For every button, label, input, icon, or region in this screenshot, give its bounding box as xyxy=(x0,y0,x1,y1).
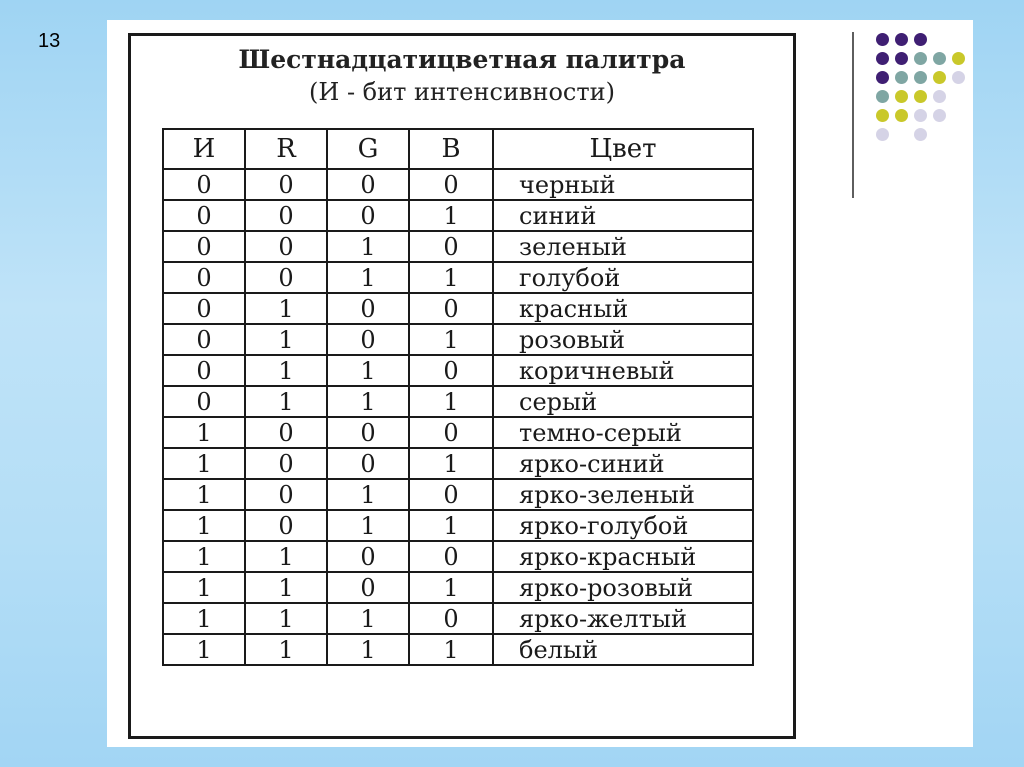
cell-blue: 1 xyxy=(409,634,493,665)
table-header-row xyxy=(163,129,753,169)
table-row xyxy=(163,324,753,355)
table-row xyxy=(163,200,753,231)
cell-color-name: ярко-красный xyxy=(493,541,753,572)
cell-green: 0 xyxy=(327,541,409,572)
decorative-dot xyxy=(895,33,908,46)
cell-intensity: 0 xyxy=(163,386,245,417)
cell-green: 1 xyxy=(327,479,409,510)
cell-color-name: ярко-желтый xyxy=(493,603,753,634)
cell-green: 1 xyxy=(327,510,409,541)
cell-green: 0 xyxy=(327,572,409,603)
cell-intensity: 0 xyxy=(163,262,245,293)
cell-color-name: белый xyxy=(493,634,753,665)
cell-green: 1 xyxy=(327,603,409,634)
cell-intensity: 1 xyxy=(163,510,245,541)
decorative-dot xyxy=(914,128,927,141)
header-blue: B xyxy=(409,129,493,169)
cell-intensity: 1 xyxy=(163,634,245,665)
cell-red: 0 xyxy=(245,417,327,448)
cell-color-name: серый xyxy=(493,386,753,417)
cell-intensity: 0 xyxy=(163,355,245,386)
cell-red: 1 xyxy=(245,293,327,324)
header-green: G xyxy=(327,129,409,169)
cell-color-name: ярко-голубой xyxy=(493,510,753,541)
cell-green: 1 xyxy=(327,634,409,665)
decorative-dot xyxy=(895,90,908,103)
cell-color-name: розовый xyxy=(493,324,753,355)
cell-blue: 1 xyxy=(409,200,493,231)
table-row xyxy=(163,448,753,479)
cell-red: 0 xyxy=(245,231,327,262)
decorative-dot xyxy=(914,109,927,122)
decorative-dot xyxy=(952,52,965,65)
decorative-dot xyxy=(876,33,889,46)
cell-blue: 1 xyxy=(409,572,493,603)
header-color: Цвет xyxy=(493,129,753,169)
cell-intensity: 0 xyxy=(163,324,245,355)
cell-green: 1 xyxy=(327,262,409,293)
cell-red: 1 xyxy=(245,355,327,386)
palette-table xyxy=(162,128,754,666)
cell-color-name: ярко-розовый xyxy=(493,572,753,603)
table-row xyxy=(163,355,753,386)
cell-red: 1 xyxy=(245,572,327,603)
cell-green: 0 xyxy=(327,293,409,324)
cell-red: 1 xyxy=(245,324,327,355)
cell-blue: 0 xyxy=(409,231,493,262)
cell-blue: 0 xyxy=(409,293,493,324)
cell-intensity: 1 xyxy=(163,448,245,479)
decorative-dot xyxy=(933,90,946,103)
cell-green: 1 xyxy=(327,355,409,386)
cell-intensity: 0 xyxy=(163,231,245,262)
cell-intensity: 0 xyxy=(163,200,245,231)
cell-red: 0 xyxy=(245,200,327,231)
cell-color-name: темно-серый xyxy=(493,417,753,448)
cell-blue: 1 xyxy=(409,324,493,355)
decorative-dot xyxy=(876,90,889,103)
table-row xyxy=(163,169,753,200)
cell-color-name: синий xyxy=(493,200,753,231)
cell-green: 0 xyxy=(327,169,409,200)
cell-blue: 0 xyxy=(409,169,493,200)
cell-intensity: 0 xyxy=(163,293,245,324)
table-row xyxy=(163,293,753,324)
cell-red: 0 xyxy=(245,479,327,510)
cell-color-name: красный xyxy=(493,293,753,324)
cell-red: 0 xyxy=(245,262,327,293)
header-intensity: И xyxy=(163,129,245,169)
cell-red: 1 xyxy=(245,541,327,572)
decorative-dot xyxy=(914,71,927,84)
decorative-divider xyxy=(852,32,854,198)
decorative-dot xyxy=(933,52,946,65)
cell-intensity: 1 xyxy=(163,479,245,510)
table-row xyxy=(163,386,753,417)
cell-color-name: голубой xyxy=(493,262,753,293)
cell-blue: 1 xyxy=(409,386,493,417)
table-body xyxy=(163,169,753,665)
scanned-document xyxy=(107,20,973,747)
table-row xyxy=(163,231,753,262)
table-row xyxy=(163,603,753,634)
cell-green: 1 xyxy=(327,386,409,417)
header-red: R xyxy=(245,129,327,169)
cell-green: 0 xyxy=(327,200,409,231)
cell-blue: 0 xyxy=(409,417,493,448)
table-row xyxy=(163,479,753,510)
decorative-dot xyxy=(876,109,889,122)
cell-red: 0 xyxy=(245,448,327,479)
cell-red: 1 xyxy=(245,634,327,665)
decorative-dot xyxy=(895,52,908,65)
cell-color-name: зеленый xyxy=(493,231,753,262)
cell-blue: 0 xyxy=(409,355,493,386)
table-row xyxy=(163,417,753,448)
decorative-dot xyxy=(895,71,908,84)
decorative-dot xyxy=(895,109,908,122)
decorative-dot xyxy=(933,71,946,84)
cell-blue: 1 xyxy=(409,448,493,479)
table-row xyxy=(163,510,753,541)
document-subtitle: (И - бит интенсивности) xyxy=(309,78,615,106)
cell-green: 0 xyxy=(327,324,409,355)
table-row xyxy=(163,262,753,293)
cell-red: 1 xyxy=(245,386,327,417)
table-row xyxy=(163,572,753,603)
cell-blue: 0 xyxy=(409,479,493,510)
cell-intensity: 1 xyxy=(163,572,245,603)
decorative-dot xyxy=(914,52,927,65)
decorative-dot xyxy=(952,71,965,84)
cell-blue: 0 xyxy=(409,541,493,572)
cell-color-name: ярко-синий xyxy=(493,448,753,479)
cell-blue: 0 xyxy=(409,603,493,634)
decorative-dot xyxy=(876,128,889,141)
cell-intensity: 1 xyxy=(163,417,245,448)
cell-intensity: 1 xyxy=(163,541,245,572)
decorative-dot xyxy=(876,71,889,84)
decorative-dot xyxy=(914,90,927,103)
cell-red: 0 xyxy=(245,510,327,541)
cell-color-name: коричневый xyxy=(493,355,753,386)
cell-red: 0 xyxy=(245,169,327,200)
cell-intensity: 1 xyxy=(163,603,245,634)
cell-green: 0 xyxy=(327,417,409,448)
table-row xyxy=(163,541,753,572)
decorative-dot xyxy=(933,109,946,122)
cell-color-name: ярко-зеленый xyxy=(493,479,753,510)
document-title: Шестнадцатицветная палитра xyxy=(238,45,686,74)
cell-red: 1 xyxy=(245,603,327,634)
document-frame xyxy=(128,33,796,739)
decorative-dot xyxy=(914,33,927,46)
slide-number: 13 xyxy=(38,30,61,52)
cell-green: 0 xyxy=(327,448,409,479)
cell-blue: 1 xyxy=(409,262,493,293)
cell-blue: 1 xyxy=(409,510,493,541)
cell-color-name: черный xyxy=(493,169,753,200)
table-row xyxy=(163,634,753,665)
decorative-dot xyxy=(876,52,889,65)
cell-intensity: 0 xyxy=(163,169,245,200)
cell-green: 1 xyxy=(327,231,409,262)
